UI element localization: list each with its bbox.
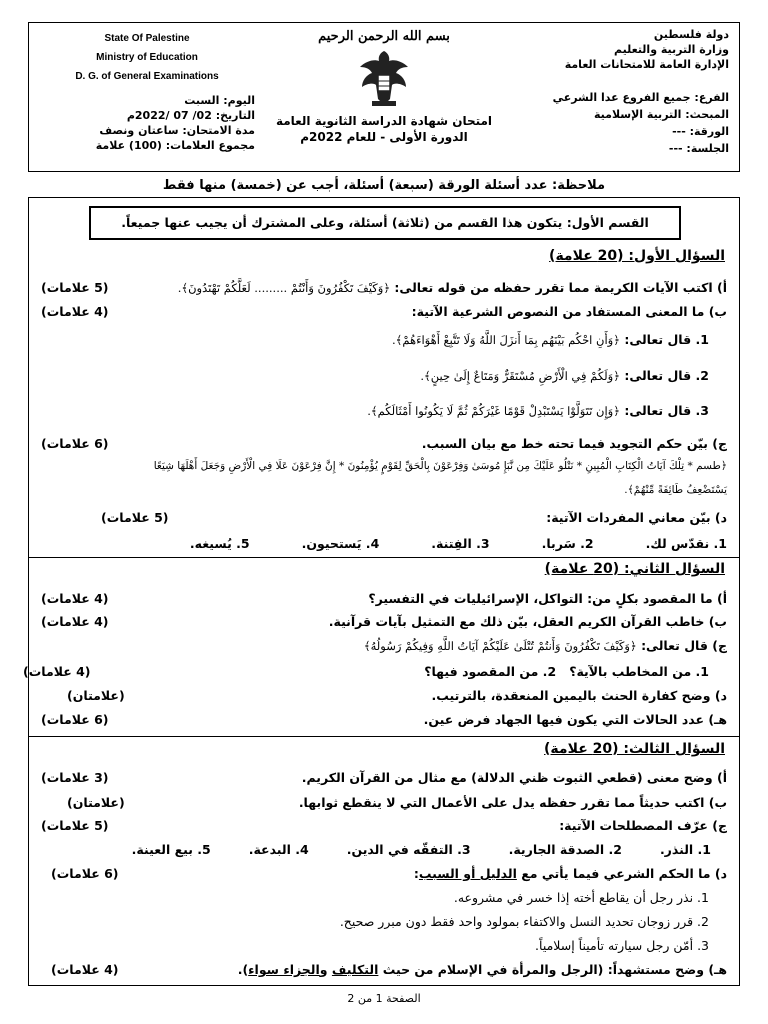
exam-day: اليوم: السبت [184, 94, 255, 107]
q3-d1-text: 1. نذر رجل أن يقاطع أخته إذا خسر في مشروعه. [453, 890, 709, 905]
q2-b-text: ب) خاطب القرآن الكريم العقل، بيّن ذلك مع التمثيل بآيات قرآنية. [328, 614, 727, 629]
q3-d-mark: (6 علامات) [51, 866, 119, 881]
q1-d-option-1: 1. نقدّس لك. [645, 536, 727, 551]
exam-title-line2: الدورة الأولى - للعام 2022م [300, 130, 468, 144]
q3-e-text [238, 962, 727, 977]
q3-d-text [414, 866, 727, 881]
q3-b-text: ب) اكتب حديثاً مما تقرر حفظه يدل على الأعمال التي لا ينقطع ثوابها. [298, 795, 727, 810]
page-footer: الصفحة 1 من 2 [347, 992, 421, 1005]
exam-date: التاريخ: 02/ 07 /2022م [126, 109, 255, 122]
q3-d-pre: د) ما الحكم الشرعي فيما يأتي مع [521, 866, 727, 881]
divider-q2-q3 [29, 736, 739, 737]
q1-b1-text [392, 332, 709, 347]
q2-a-text: أ) ما المقصود بكلٍ من: التواكل، الإسرائيليات في التفسير؟ [368, 591, 727, 606]
q1-b2-verse: ﴿وَلَكُمْ فِي الْأَرْضِ مُسْتَقَرٌّ وَمَتَاعٌ إِلَىٰ حِينٍ﴾. [420, 369, 620, 383]
q1-a-mark: (5 علامات) [41, 280, 109, 295]
q3-d3-text: 3. أمّن رجل سيارته تأميناً إسلامياً. [535, 938, 709, 953]
exam-title [269, 113, 499, 145]
header-state: State Of Palestine [104, 33, 190, 44]
header-ministry-ar: وزارة التربية والتعليم [614, 43, 729, 56]
q1-c-verse-1: ﴿طسم * تِلْكَ آيَاتُ الْكِتَابِ الْمُبِينِ * نَتْلُو عَلَيْكَ مِن نَّبَإِ مُوسَىٰ وَفِرْعَوْنَ بِالْحَقِّ لِقَوْمٍ يُؤْمِنُونَ * إِنَّ فِرْعَوْنَ عَلَا فِي الْأَرْضِ وَجَعَلَ أَهْلَهَا شِيَعًا [153, 460, 727, 472]
q2-c1: 1. من المخاطب بالآية؟ [569, 664, 709, 679]
q3-c-option-5: 5. بيع العينة. [131, 842, 211, 857]
q1-b-mark: (4 علامات) [41, 304, 109, 319]
header-arabic [499, 27, 729, 72]
q3-c-option-1: 1. النذر. [659, 842, 711, 857]
q1-b2-text [420, 368, 709, 383]
exam-meta-left [45, 93, 255, 153]
q3-b-mark: (علامتان) [67, 795, 125, 810]
q3-a-text: أ) وضح معنى (قطعي الثبوت ظني الدلالة) مع مثال من القرآن الكريم. [301, 770, 727, 785]
q1-b2-label: 2. قال تعالى: [624, 368, 709, 383]
q2-c-text [364, 638, 727, 653]
q1-a-label: أ) اكتب الآيات الكريمة مما تقرر حفظه من قوله تعالى: [394, 280, 727, 295]
q2-d-text: د) وضح كفارة الحنث باليمين المنعقدة، بالترتيب. [431, 688, 727, 703]
q1-c-text: ج) بيّن حكم التجويد فيما تحته خط مع بيان السبب. [421, 436, 727, 451]
q2-c-label: ج) قال تعالى: [641, 638, 727, 653]
palestine-eagle-emblem-icon [356, 47, 412, 109]
q3-c-mark: (5 علامات) [41, 818, 109, 833]
q2-c-subs-text [424, 664, 709, 679]
q3-e-underlined-1: التكليف [331, 962, 379, 977]
q1-d-option-5: 5. يُسيغه. [189, 536, 250, 551]
q3-c-option-2: 2. الصدقة الجارية. [508, 842, 622, 857]
q1-d-mark: (5 علامات) [101, 510, 169, 525]
exam-title-line1: امتحان شهادة الدراسة الثانوية العامة [275, 114, 493, 128]
header-directorate-ar: الإدارة العامة للامتحانات العامة [564, 58, 729, 71]
basmala: بسم الله الرحمن الرحيم [318, 29, 450, 44]
header-directorate: D. G. of General Examinations [75, 71, 219, 82]
q1-b1-label: 1. قال تعالى: [624, 332, 709, 347]
q1-d-option-3: 3. الفِتنة. [431, 536, 490, 551]
q3-e-underlined-2: الجزاء سواء [248, 962, 320, 977]
header-state-ar: دولة فلسطين [653, 28, 729, 41]
q1-b3-label: 3. قال تعالى: [624, 403, 709, 418]
q1-title: السؤال الأول: (20 علامة) [549, 248, 725, 264]
header-center [269, 29, 499, 145]
q3-e-post: ). [237, 962, 249, 977]
q2-a-mark: (4 علامات) [41, 591, 109, 606]
q2-b-mark: (4 علامات) [41, 614, 109, 629]
exam-subject: المبحث: التربية الإسلامية [593, 108, 729, 121]
header-english [37, 29, 257, 86]
q2-c2: 2. من المقصود فيها؟ [424, 664, 557, 679]
q2-d-mark: (علامتان) [67, 688, 125, 703]
q1-a-verse: ﴿وَكَيْفَ تَكْفُرُونَ وَأَنْتُمْ ......... لَعَلَّكُمْ تَهْتَدُونَ﴾. [177, 281, 391, 295]
q1-d-options [41, 536, 727, 551]
q3-e-mark: (4 علامات) [51, 962, 119, 977]
q2-e-text: هـ) عدد الحالات التي يكون فيها الجهاد فرض عين. [423, 712, 727, 727]
q1-b3-text [367, 403, 709, 418]
q3-c-option-4: 4. البدعة. [248, 842, 309, 857]
exam-branch: الفرع: جميع الفروع عدا الشرعي [552, 91, 729, 104]
section-one-banner: القسم الأول: يتكون هذا القسم من (ثلاثة) أسئلة، وعلى المشترك أن يجيب عنها جميعاً. [89, 206, 681, 240]
exam-total: مجموع العلامات: (100) علامة [95, 139, 255, 152]
q1-c-verse-2: يَسْتَضْعِفُ طَائِفَةً مِّنْهُمْ﴾. [624, 484, 727, 496]
q3-e-mid: و [319, 962, 328, 977]
questions-box [23, 197, 740, 986]
exam-note: ملاحظة: عدد أسئلة الورقة (سبعة) أسئلة، أجب عن (خمسة) منها فقط [162, 178, 606, 193]
q3-d-underlined: الدليل أو السبب [418, 866, 517, 881]
q3-c-option-3: 3. التفقّه في الدين. [346, 842, 471, 857]
q1-d-option-4: 4. يَستحيون. [301, 536, 380, 551]
q3-a-mark: (3 علامات) [41, 770, 109, 785]
exam-paper: الورقة: --- [672, 125, 729, 138]
q1-b3-verse: ﴿وَإِن تَتَوَلَّوْا يَسْتَبْدِلْ قَوْمًا غَيْرَكُمْ ثُمَّ لَا يَكُونُوا أَمْثَالَكُم﴾. [367, 404, 620, 418]
q3-c-text: ج) عرّف المصطلحات الآتية: [559, 818, 727, 833]
q1-b1-verse: ﴿وَأَنِ احْكُم بَيْنَهُم بِمَا أَنزَلَ اللَّهُ وَلَا تَتَّبِعْ أَهْوَاءَهُمْ﴾. [391, 333, 620, 347]
header-ministry: Ministry of Education [96, 52, 198, 63]
exam-duration: مدة الامتحان: ساعتان ونصف [99, 124, 255, 137]
q2-c-verse: ﴿وَكَيْفَ تَكْفُرُونَ وَأَنتُمْ تُتْلَىٰ عَلَيْكُمْ آيَاتُ اللَّهِ وَفِيكُمْ رَسُولُهُ﴾ [363, 639, 637, 653]
q1-a-text [178, 280, 727, 295]
exam-session: الجلسة: --- [668, 142, 729, 155]
q3-e-pre: هـ) وضح مستشهداً: (الرجل والمرأة في الإسلام من حيث [382, 962, 727, 977]
q1-c-mark: (6 علامات) [41, 436, 109, 451]
q3-c-options [41, 842, 711, 857]
q3-d2-text: 2. قرر زوجان تحديد النسل والاكتفاء بمولود واحد فقط دون مبرر صحيح. [339, 914, 709, 929]
exam-header [28, 22, 740, 172]
q3-d-post: : [413, 866, 419, 881]
q1-d-option-2: 2. سَربا. [541, 536, 594, 551]
q1-b-text: ب) ما المعنى المستفاد من النصوص الشرعية الآتية: [411, 304, 727, 319]
q1-d-text: د) بيّن معاني المفردات الآتية: [546, 510, 727, 525]
exam-meta-right [529, 89, 729, 157]
q2-c-mark: (4 علامات) [23, 664, 91, 679]
divider-q1-q2 [29, 557, 739, 558]
q2-title: السؤال الثاني: (20 علامة) [544, 561, 725, 577]
q2-e-mark: (6 علامات) [41, 712, 109, 727]
q3-title: السؤال الثالث: (20 علامة) [544, 741, 725, 757]
